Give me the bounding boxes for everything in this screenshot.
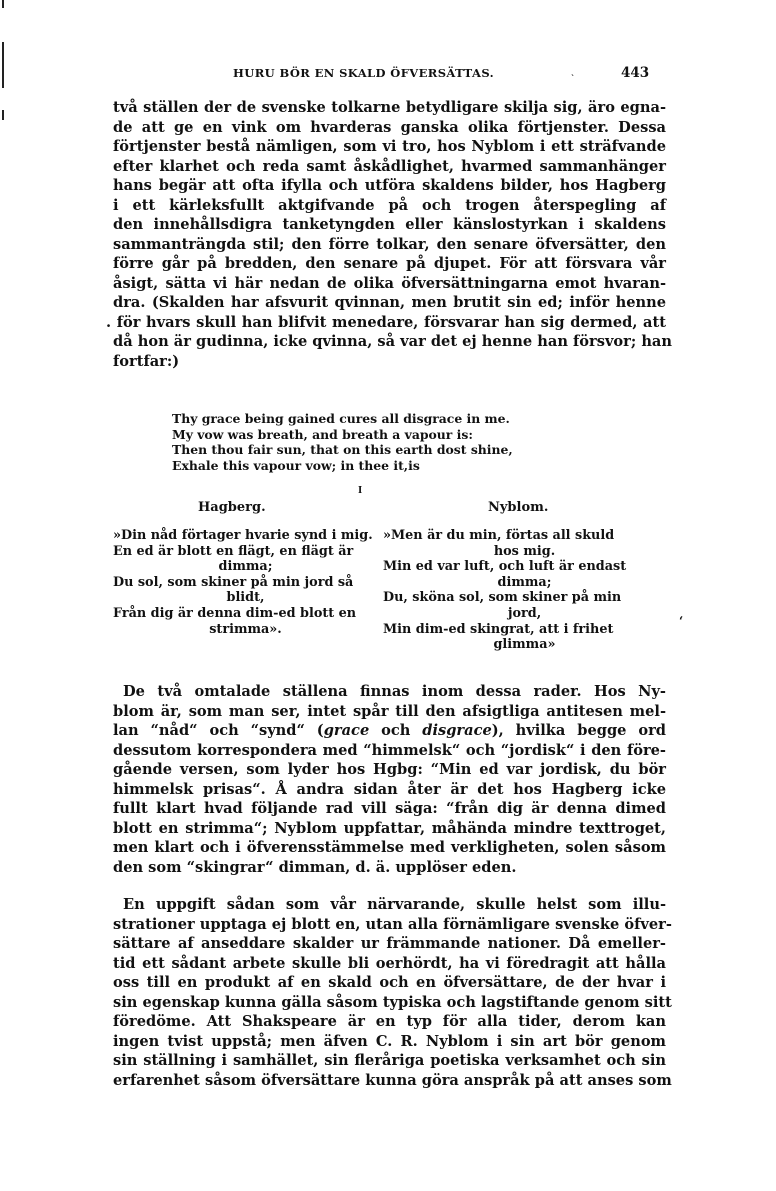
text-line xyxy=(113,682,666,702)
text-line: En uppgift sådan som vår närvarande, skulle helst som illu- xyxy=(123,896,666,913)
text-line: i ett kärleksfullt aktgifvande på och trogen återspegling af xyxy=(113,196,666,214)
running-title: HURU BÖR EN SKALD ÖFVERSÄTTAS. xyxy=(233,66,495,80)
header-stray-mark: ˎ xyxy=(571,67,574,77)
text-line: hans begär att ofta ifylla och utföra skaldens bilder, hos Hagberg xyxy=(113,177,666,194)
verse-line: dimma; xyxy=(497,574,552,590)
verse-line: hos mig. xyxy=(493,543,556,559)
verse-line: Från dig är denna dim-ed blott en xyxy=(113,605,357,621)
verse-line: glimma» xyxy=(493,637,556,653)
nyblom-translation xyxy=(383,528,666,653)
verse-line: strimma». xyxy=(209,621,282,637)
text-line: åsigt, sätta vi här nedan de olika öfversättningarna emot hvaran- xyxy=(113,274,666,292)
text-line: sammanträngda stil; den förre tolkar, den senare öfversätter, den xyxy=(113,235,666,253)
text-fragment: men klart och i öfverensstämmelse med verkligheten, solen såsom xyxy=(113,839,666,856)
text-line xyxy=(113,799,666,819)
verse-line: En ed är blott en flägt, en flägt är xyxy=(113,543,354,559)
column-heading-hagberg: Hagberg. xyxy=(198,500,266,515)
text-line xyxy=(113,819,666,839)
text-fragment: och xyxy=(369,722,423,739)
verse-line: dimma; xyxy=(218,559,273,575)
italic-word: disgrace xyxy=(422,722,492,739)
paragraph-1 xyxy=(106,98,672,371)
verse-line: jord, xyxy=(507,605,542,621)
text-line: erfarenhet såsom öfversättare kunna göra anspråk på att anses som xyxy=(113,1071,672,1089)
text-line: ingen tvist uppstå; men äfven C. R. Nyblom i sin art bör genom xyxy=(113,1032,666,1050)
quote-line: Exhale this vapour vow; in thee it,is xyxy=(172,457,420,473)
text-line: sin ställning i samhället, sin fleråriga poetiska verksamhet och sin xyxy=(113,1052,666,1069)
hagberg-translation xyxy=(113,528,378,637)
running-header xyxy=(233,66,663,86)
quote-line: My vow was breath, and breath a vapour is: xyxy=(172,426,473,442)
verse-line: Min dim-ed skingrat, att i frihet xyxy=(383,621,614,637)
english-quote xyxy=(172,411,622,473)
text-fragment: ), hvilka begge ord xyxy=(491,722,666,739)
text-line xyxy=(113,702,666,722)
text-line: förre går på bredden, den senare på djupet. För att försvara vår xyxy=(113,255,666,272)
paragraph-2 xyxy=(113,682,666,877)
verse-line: »Men är du min, förtas all skuld xyxy=(383,528,615,543)
verse-line: blidt, xyxy=(226,590,265,606)
margin-stray-mark: ʻ xyxy=(679,614,684,628)
quote-line: Then thou fair sun, that on this earth dost shine, xyxy=(172,442,513,457)
text-line: . för hvars skull han blifvit menedare, försvarar han sig dermed, att xyxy=(106,313,666,331)
text-line: oss till en produkt af en skald och en öfversättare, de der hvar i xyxy=(113,974,666,991)
binding-edge-marks xyxy=(0,0,10,1191)
text-line: då hon är gudinna, icke qvinna, så var det ej henne han försvor; han xyxy=(113,333,672,350)
quote-stray-mark: I xyxy=(358,486,363,496)
text-fragment: fullt klart hvad följande rad vill säga: “från dig är denna dimed xyxy=(113,800,666,817)
text-line: två ställen der de svenske tolkarne betydligare skilja sig, äro egna- xyxy=(113,99,666,116)
text-line: föredöme. Att Shakspeare är en typ för alla tider, derom kan xyxy=(113,1013,666,1030)
text-line xyxy=(113,838,666,858)
text-fragment: blom är, som man ser, intet spår till den afsigtliga antitesen mel- xyxy=(113,702,666,720)
text-line xyxy=(113,741,666,761)
text-line: fortfar:) xyxy=(113,352,180,370)
text-line: sin egenskap kunna gälla såsom typiska och lagstiftande genom sitt xyxy=(113,993,672,1011)
page-number: 443 xyxy=(621,65,650,81)
text-line: efter klarhet och reda samt åskådlighet, hvarmed sammanhänger xyxy=(113,157,666,175)
text-line: sättare af anseddare skalder ur främmande nationer. Då emeller- xyxy=(113,935,666,952)
text-line: tid ett sådant arbete skulle bli oerhördt, ha vi föredragit att hålla xyxy=(113,954,666,972)
column-heading-nyblom: Nyblom. xyxy=(488,500,549,515)
italic-word: grace xyxy=(323,722,370,739)
text-fragment: den som “skingrar“ dimman, d. ä. upplöser eden. xyxy=(113,858,517,876)
text-fragment: dessutom korrespondera med “himmelsk“ och “jordisk“ i den före- xyxy=(113,741,666,759)
text-fragment: blott en strimma“; Nyblom uppfattar, måhända mindre texttroget, xyxy=(113,819,666,837)
text-line xyxy=(113,721,666,741)
paragraph-3 xyxy=(113,895,672,1090)
text-line xyxy=(113,780,666,800)
text-fragment: himmelsk prisas“. Å andra sidan åter är det hos Hagberg icke xyxy=(113,780,666,798)
text-line: förtjenster bestå nämligen, som vi tro, hos Nyblom i ett sträfvande xyxy=(113,138,666,155)
text-line: dra. (Skalden har afsvurit qvinnan, men brutit sin ed; inför henne xyxy=(113,294,666,311)
text-fragment: lan “nåd“ och “synd“ ( xyxy=(113,722,324,739)
text-fragment: De två omtalade ställena finnas inom dessa rader. Hos Ny- xyxy=(123,683,666,700)
verse-line: »Din nåd förtager hvarie synd i mig. xyxy=(113,528,373,543)
text-line xyxy=(113,760,666,780)
text-line: den innehållsdigra tanketyngden eller känslostyrkan i skaldens xyxy=(113,216,666,233)
text-line xyxy=(113,858,666,878)
quote-line: Thy grace being gained cures all disgrace in me. xyxy=(172,411,510,426)
text-line: strationer upptaga ej blott en, utan alla förnämligare svenske öfver- xyxy=(113,915,672,933)
verse-line: Du sol, som skiner på min jord så xyxy=(113,574,354,590)
verse-line: Min ed var luft, och luft är endast xyxy=(383,559,627,575)
text-line: de att ge en vink om hvarderas ganska olika förtjenster. Dessa xyxy=(113,118,666,136)
text-fragment: gående versen, som lyder hos Hgbg: “Min ed var jordisk, du bör xyxy=(113,761,666,778)
verse-line: Du, sköna sol, som skiner på min xyxy=(383,590,622,606)
